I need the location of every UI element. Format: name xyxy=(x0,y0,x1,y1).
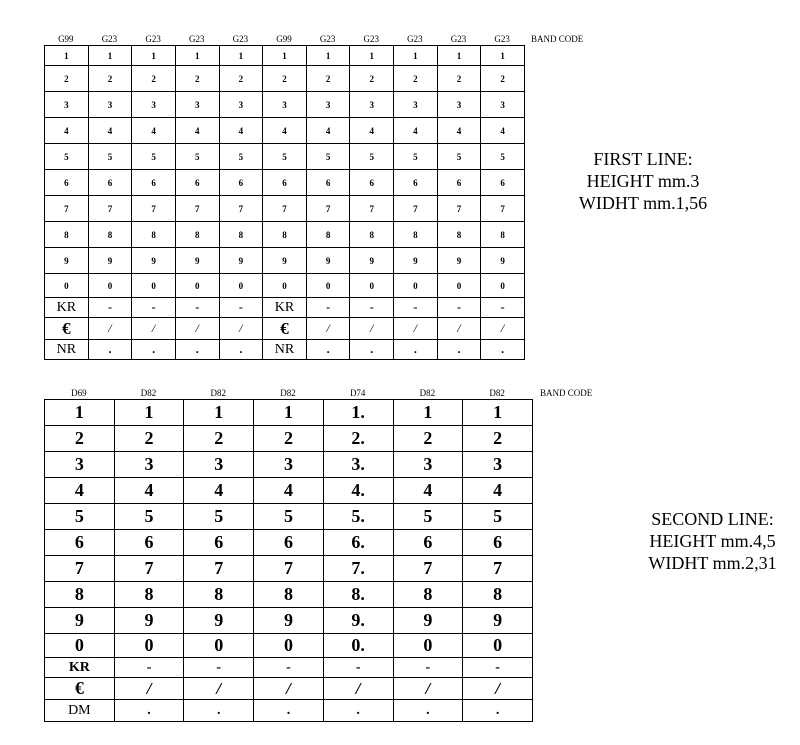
second-line-table xyxy=(44,399,533,722)
table-cell: 0 xyxy=(88,274,132,298)
table-cell: 5 xyxy=(175,144,219,170)
band-code-1: D69 xyxy=(71,388,87,398)
first-line-height: HEIGHT mm.3 xyxy=(586,171,700,191)
table-cell: 9 xyxy=(463,608,533,634)
table-cell: 2 xyxy=(45,426,115,452)
table-cell: 9 xyxy=(114,608,184,634)
table-cell: 2 xyxy=(114,426,184,452)
table-cell: 1 xyxy=(481,46,525,66)
table-cell: . xyxy=(323,700,393,722)
table-cell: 6 xyxy=(45,530,115,556)
table-cell: 7 xyxy=(463,556,533,582)
table-cell: - xyxy=(463,658,533,678)
table-cell: € xyxy=(45,678,115,700)
table-cell: 1 xyxy=(350,46,394,66)
table-row xyxy=(45,478,533,504)
table-cell: 0 xyxy=(175,274,219,298)
table-row xyxy=(45,556,533,582)
table-cell: 7 xyxy=(175,196,219,222)
table-cell: 4 xyxy=(132,118,176,144)
table-cell: 6 xyxy=(184,530,254,556)
table-cell: 2 xyxy=(132,66,176,92)
table-row xyxy=(45,248,525,274)
table-cell: 1 xyxy=(132,46,176,66)
table-cell: 1 xyxy=(463,400,533,426)
table-cell: 1 xyxy=(306,46,350,66)
table-cell: 7 xyxy=(184,556,254,582)
table-cell: 1 xyxy=(45,46,89,66)
table-cell: 2 xyxy=(254,426,324,452)
table-cell: 4 xyxy=(254,478,324,504)
table-cell: 7 xyxy=(481,196,525,222)
table-cell: 6 xyxy=(114,530,184,556)
table-cell: 1 xyxy=(254,400,324,426)
table-cell: - xyxy=(350,298,394,318)
table-cell: 5 xyxy=(184,504,254,530)
table-cell: 3 xyxy=(350,92,394,118)
table-cell: - xyxy=(132,298,176,318)
table-cell: 4 xyxy=(306,118,350,144)
table-cell: 8 xyxy=(481,222,525,248)
table-cell: 6 xyxy=(393,530,463,556)
table-cell: 9 xyxy=(350,248,394,274)
table-cell: / xyxy=(323,678,393,700)
table-cell: 9 xyxy=(394,248,438,274)
table-cell: 1 xyxy=(393,400,463,426)
table-cell: 7 xyxy=(45,196,89,222)
table-cell: 0 xyxy=(350,274,394,298)
table-cell: 7 xyxy=(88,196,132,222)
table-cell: - xyxy=(481,298,525,318)
table-cell: / xyxy=(114,678,184,700)
table-cell: . xyxy=(175,340,219,360)
table-cell: 2 xyxy=(306,66,350,92)
table-cell: 3 xyxy=(437,92,481,118)
table-cell: 8 xyxy=(132,222,176,248)
table-cell: / xyxy=(132,318,176,340)
table-cell: . xyxy=(88,340,132,360)
table-cell: 2 xyxy=(393,426,463,452)
table-cell: 2 xyxy=(88,66,132,92)
table-cell: 3 xyxy=(132,92,176,118)
table-cell: 5 xyxy=(45,504,115,530)
table-cell: 8 xyxy=(350,222,394,248)
table-cell: 0 xyxy=(45,634,115,658)
table-cell: / xyxy=(350,318,394,340)
table-cell: 6 xyxy=(88,170,132,196)
table-cell: 6 xyxy=(463,530,533,556)
table-cell: - xyxy=(184,658,254,678)
band-code-4: G23 xyxy=(188,34,205,44)
table-cell: 2 xyxy=(219,66,263,92)
table-cell: / xyxy=(306,318,350,340)
band-code-label-2: BAND CODE xyxy=(540,388,593,398)
table-cell: 8 xyxy=(175,222,219,248)
table-cell: 3 xyxy=(184,452,254,478)
table-row xyxy=(45,170,525,196)
table-cell: - xyxy=(254,658,324,678)
band-code-label-1: BAND CODE xyxy=(531,34,584,44)
table-cell: . xyxy=(254,700,324,722)
table-cell: / xyxy=(175,318,219,340)
table-cell: NR xyxy=(263,340,307,360)
band-code-11: G23 xyxy=(494,34,510,44)
table-cell: 4 xyxy=(481,118,525,144)
table-cell: - xyxy=(437,298,481,318)
table-cell: . xyxy=(394,340,438,360)
table-cell: 6. xyxy=(323,530,393,556)
table-cell: 1. xyxy=(323,400,393,426)
table-cell: 3 xyxy=(175,92,219,118)
table-cell: 5 xyxy=(254,504,324,530)
table-cell: 2 xyxy=(263,66,307,92)
band-code-6: G99 xyxy=(276,34,292,44)
table-cell: 4 xyxy=(184,478,254,504)
table-cell: 1 xyxy=(263,46,307,66)
table-cell: 5 xyxy=(393,504,463,530)
table-cell: 0 xyxy=(393,634,463,658)
table-cell: 3. xyxy=(323,452,393,478)
table-row xyxy=(45,658,533,678)
table-cell: 3 xyxy=(393,452,463,478)
table-cell: 8. xyxy=(323,582,393,608)
table-cell: 6 xyxy=(45,170,89,196)
band-code-2: D82 xyxy=(140,388,157,398)
table-cell: 9 xyxy=(263,248,307,274)
table-cell: 3 xyxy=(306,92,350,118)
table-row xyxy=(45,426,533,452)
table-cell: 6 xyxy=(481,170,525,196)
table-row xyxy=(45,92,525,118)
table-cell: 8 xyxy=(254,582,324,608)
table-cell: 7 xyxy=(437,196,481,222)
table-cell: 9 xyxy=(437,248,481,274)
table-cell: 2. xyxy=(323,426,393,452)
table-cell: / xyxy=(88,318,132,340)
table-cell: / xyxy=(219,318,263,340)
table-cell: 3 xyxy=(254,452,324,478)
table-row xyxy=(45,582,533,608)
table-row xyxy=(45,530,533,556)
table-cell: 8 xyxy=(306,222,350,248)
table-cell: 0 xyxy=(45,274,89,298)
table-cell: 0 xyxy=(219,274,263,298)
table-cell: 6 xyxy=(306,170,350,196)
table-cell: - xyxy=(393,658,463,678)
table-cell: / xyxy=(393,678,463,700)
band-code-10: G23 xyxy=(450,34,467,44)
table-row xyxy=(45,608,533,634)
table-cell: 7 xyxy=(350,196,394,222)
table-cell: - xyxy=(219,298,263,318)
table-cell: 7 xyxy=(132,196,176,222)
band-code-9: G23 xyxy=(407,34,423,44)
second-line-title: SECOND LINE: xyxy=(651,509,774,529)
table-cell: KR xyxy=(45,658,115,678)
table-cell: 8 xyxy=(437,222,481,248)
table-cell: 3 xyxy=(45,92,89,118)
table-cell: 8 xyxy=(45,582,115,608)
table-cell: 3 xyxy=(219,92,263,118)
band-code-5: G23 xyxy=(232,34,249,44)
table-cell: . xyxy=(306,340,350,360)
table-row xyxy=(45,678,533,700)
table-cell: 0 xyxy=(437,274,481,298)
table-cell: 8 xyxy=(219,222,263,248)
table-cell: 1 xyxy=(114,400,184,426)
table-cell: - xyxy=(306,298,350,318)
table-cell: 1 xyxy=(219,46,263,66)
table-cell: . xyxy=(350,340,394,360)
table-cell: 7 xyxy=(254,556,324,582)
table-cell: 5 xyxy=(306,144,350,170)
table-cell: 4 xyxy=(45,118,89,144)
table-cell: 2 xyxy=(481,66,525,92)
table-cell: 4 xyxy=(219,118,263,144)
table-row xyxy=(45,196,525,222)
table-cell: / xyxy=(184,678,254,700)
table-cell: 5 xyxy=(350,144,394,170)
table-cell: 6 xyxy=(394,170,438,196)
table-cell: 7. xyxy=(323,556,393,582)
table-cell: 9 xyxy=(184,608,254,634)
table-cell: 9 xyxy=(45,608,115,634)
table-cell: 8 xyxy=(45,222,89,248)
second-line-width: WIDHT mm.2,31 xyxy=(648,553,777,573)
table-cell: 7 xyxy=(394,196,438,222)
table-cell: 3 xyxy=(394,92,438,118)
table-row xyxy=(45,634,533,658)
table-cell: 8 xyxy=(394,222,438,248)
table-cell: 5 xyxy=(437,144,481,170)
table-cell: KR xyxy=(263,298,307,318)
table-cell: 9 xyxy=(393,608,463,634)
table-row xyxy=(45,274,525,298)
table-row xyxy=(45,66,525,92)
table-cell: - xyxy=(114,658,184,678)
table-cell: 4. xyxy=(323,478,393,504)
table-cell: 8 xyxy=(114,582,184,608)
table-cell: 2 xyxy=(45,66,89,92)
table-cell: NR xyxy=(45,340,89,360)
first-line-title: FIRST LINE: xyxy=(593,149,693,169)
table-cell: 0 xyxy=(394,274,438,298)
table-cell: 5 xyxy=(219,144,263,170)
table-cell: 2 xyxy=(463,426,533,452)
table-cell: 5 xyxy=(263,144,307,170)
table-cell: 9 xyxy=(481,248,525,274)
second-line-spec xyxy=(620,508,800,574)
table-cell: 0 xyxy=(184,634,254,658)
table-cell: 9 xyxy=(219,248,263,274)
table-cell: 3 xyxy=(88,92,132,118)
band-code-3: D82 xyxy=(210,388,227,398)
band-code-7: D82 xyxy=(489,388,505,398)
first-line-table xyxy=(44,45,525,360)
table-cell: 6 xyxy=(132,170,176,196)
table-cell: 9 xyxy=(45,248,89,274)
band-code-3: G23 xyxy=(145,34,161,44)
table-cell: 8 xyxy=(184,582,254,608)
table-cell: 0 xyxy=(306,274,350,298)
first-line-width: WIDHT mm.1,56 xyxy=(578,193,708,213)
table-cell: KR xyxy=(45,298,89,318)
table-cell: 6 xyxy=(254,530,324,556)
table-cell: 7 xyxy=(114,556,184,582)
band-code-4: D82 xyxy=(280,388,296,398)
table-cell: 7 xyxy=(45,556,115,582)
table-cell: 1 xyxy=(394,46,438,66)
table-cell: / xyxy=(394,318,438,340)
band-code-6: D82 xyxy=(419,388,436,398)
table-cell: 4 xyxy=(114,478,184,504)
table-cell: 1 xyxy=(184,400,254,426)
table-cell: 5 xyxy=(463,504,533,530)
table-cell: 7 xyxy=(263,196,307,222)
table-cell: 3 xyxy=(463,452,533,478)
table-cell: 4 xyxy=(394,118,438,144)
table-cell: 6 xyxy=(175,170,219,196)
table-cell: DM xyxy=(45,700,115,722)
table-row xyxy=(45,504,533,530)
table-cell: 9 xyxy=(254,608,324,634)
table-cell: . xyxy=(463,700,533,722)
table-cell: 4 xyxy=(45,478,115,504)
table-cell: 5 xyxy=(88,144,132,170)
table-row xyxy=(45,46,525,66)
table-row xyxy=(45,118,525,144)
table-cell: 4 xyxy=(175,118,219,144)
table-cell: - xyxy=(323,658,393,678)
table-cell: 3 xyxy=(45,452,115,478)
table-cell: 0 xyxy=(254,634,324,658)
table-cell: 2 xyxy=(184,426,254,452)
table-cell: - xyxy=(175,298,219,318)
table-cell: / xyxy=(481,318,525,340)
band-code-2: G23 xyxy=(101,34,118,44)
table-cell: 5 xyxy=(394,144,438,170)
table-row xyxy=(45,400,533,426)
table-cell: € xyxy=(45,318,89,340)
table-row xyxy=(45,144,525,170)
band-code-7: G23 xyxy=(319,34,336,44)
table-cell: 2 xyxy=(350,66,394,92)
table-cell: 9 xyxy=(132,248,176,274)
table-row xyxy=(45,298,525,318)
table-cell: . xyxy=(184,700,254,722)
table-cell: 0 xyxy=(481,274,525,298)
table-cell: 9 xyxy=(175,248,219,274)
table-cell: . xyxy=(481,340,525,360)
table-cell: 5. xyxy=(323,504,393,530)
table-cell: 2 xyxy=(437,66,481,92)
band-code-1: G99 xyxy=(58,34,74,44)
table-cell: 5 xyxy=(45,144,89,170)
table-cell: / xyxy=(437,318,481,340)
second-line-height: HEIGHT mm.4,5 xyxy=(649,531,776,551)
table-row xyxy=(45,318,525,340)
table-cell: / xyxy=(254,678,324,700)
table-cell: 5 xyxy=(114,504,184,530)
table-cell: . xyxy=(219,340,263,360)
table-cell: 4 xyxy=(263,118,307,144)
table-cell: 8 xyxy=(463,582,533,608)
table-cell: 0 xyxy=(114,634,184,658)
table-cell: € xyxy=(263,318,307,340)
table-cell: 8 xyxy=(263,222,307,248)
table-row xyxy=(45,340,525,360)
table-cell: 9. xyxy=(323,608,393,634)
table-cell: 8 xyxy=(88,222,132,248)
table-cell: 6 xyxy=(350,170,394,196)
table-cell: 9 xyxy=(306,248,350,274)
table-row xyxy=(45,222,525,248)
table-cell: . xyxy=(132,340,176,360)
table-cell: 0 xyxy=(463,634,533,658)
table-cell: 3 xyxy=(263,92,307,118)
table-cell: 8 xyxy=(393,582,463,608)
table-cell: 3 xyxy=(481,92,525,118)
table-cell: 2 xyxy=(175,66,219,92)
table-cell: 5 xyxy=(132,144,176,170)
table-cell: . xyxy=(393,700,463,722)
table-cell: 4 xyxy=(463,478,533,504)
band-code-5: D74 xyxy=(349,388,366,398)
table-cell: 9 xyxy=(88,248,132,274)
table-row xyxy=(45,452,533,478)
table-cell: 4 xyxy=(437,118,481,144)
table-cell: 5 xyxy=(481,144,525,170)
table-cell: 7 xyxy=(306,196,350,222)
table-cell: 4 xyxy=(88,118,132,144)
table-cell: 2 xyxy=(394,66,438,92)
table-cell: / xyxy=(463,678,533,700)
table-cell: 4 xyxy=(350,118,394,144)
table-cell: 3 xyxy=(114,452,184,478)
table-cell: 0 xyxy=(263,274,307,298)
table-row xyxy=(45,700,533,722)
table-cell: 6 xyxy=(437,170,481,196)
first-line-spec xyxy=(548,148,738,214)
band-code-8: G23 xyxy=(363,34,380,44)
table-cell: 1 xyxy=(437,46,481,66)
table-cell: 7 xyxy=(393,556,463,582)
table-cell: 7 xyxy=(219,196,263,222)
table-cell: 1 xyxy=(45,400,115,426)
table-cell: 4 xyxy=(393,478,463,504)
table-cell: 1 xyxy=(175,46,219,66)
table-cell: - xyxy=(88,298,132,318)
table-cell: - xyxy=(394,298,438,318)
table-cell: 1 xyxy=(88,46,132,66)
table-cell: 0 xyxy=(132,274,176,298)
table-cell: 6 xyxy=(263,170,307,196)
table-cell: . xyxy=(437,340,481,360)
table-cell: . xyxy=(114,700,184,722)
table-cell: 6 xyxy=(219,170,263,196)
table-cell: 0. xyxy=(323,634,393,658)
